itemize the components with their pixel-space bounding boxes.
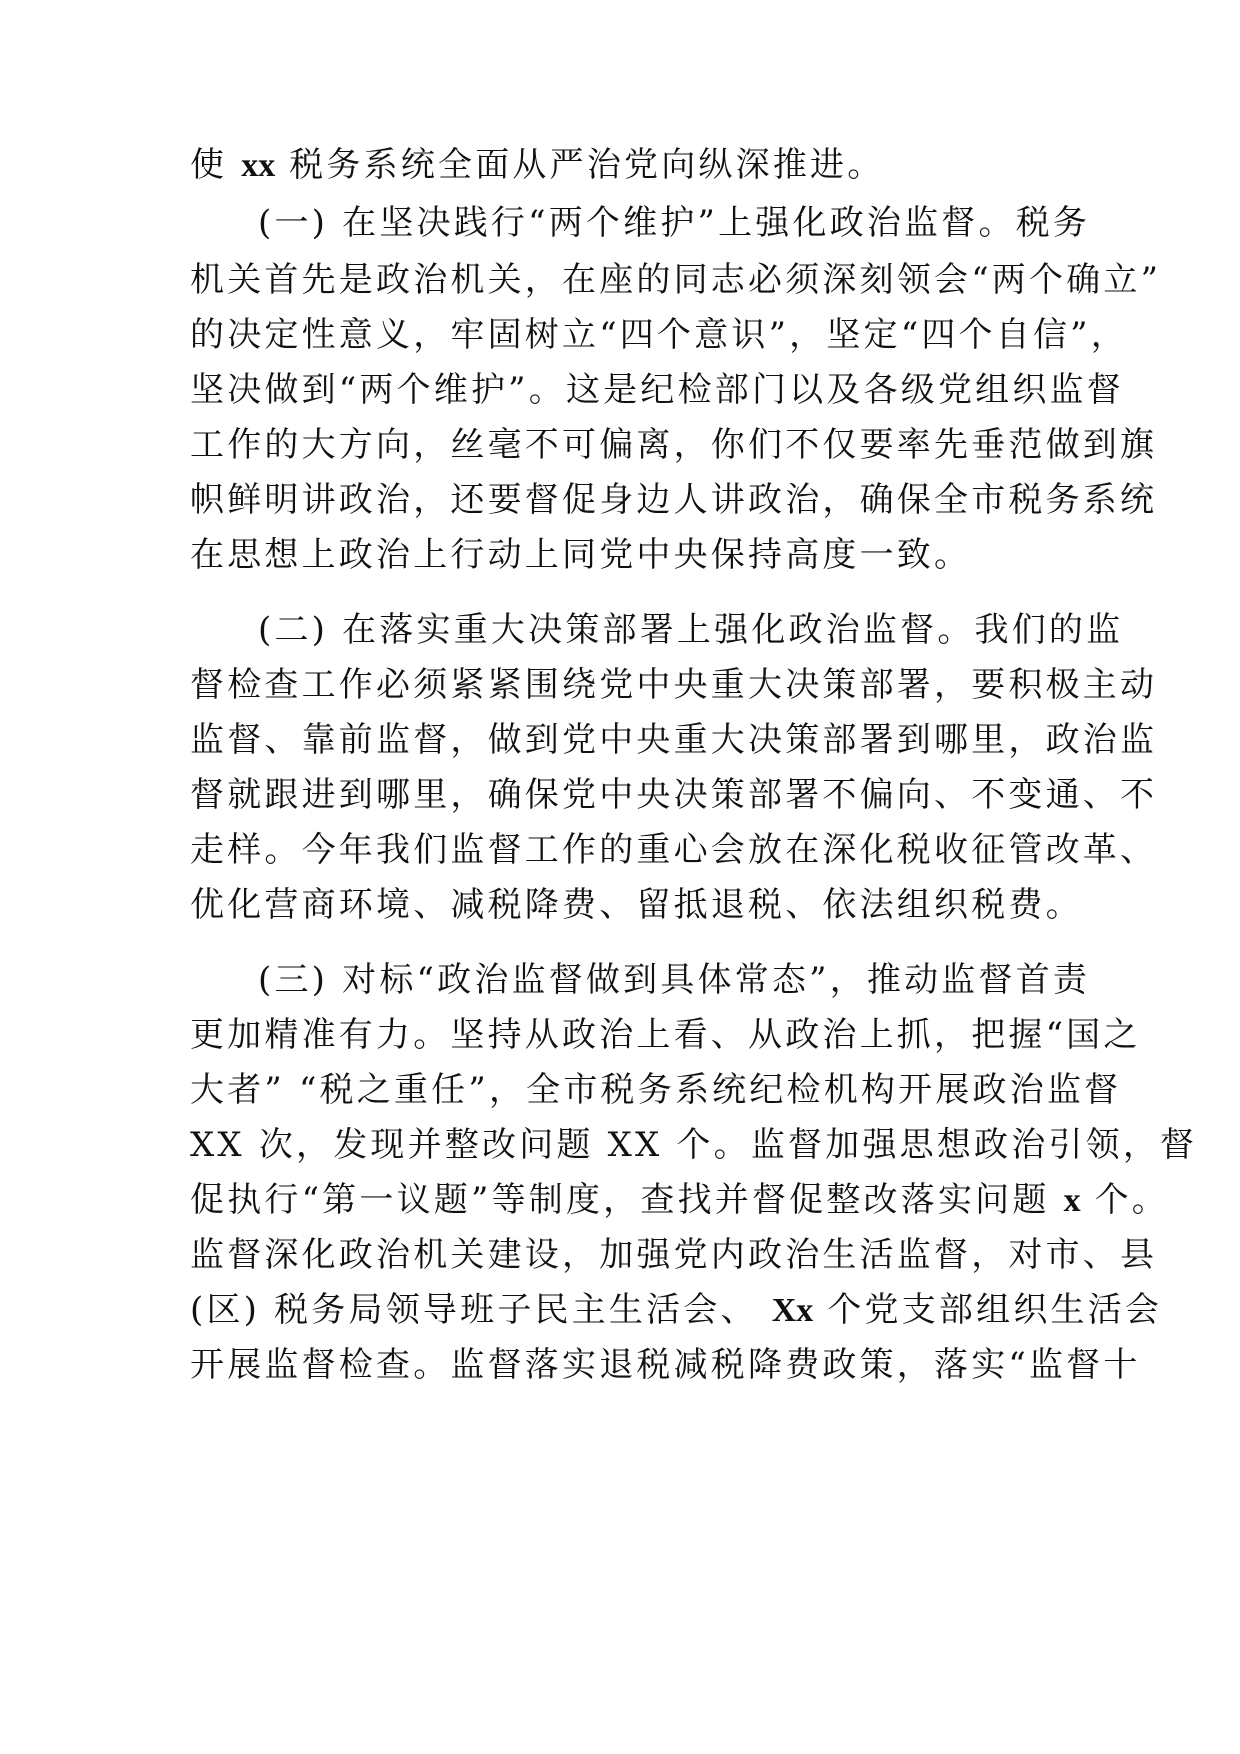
text-run: (一) 在坚决践行“两个维护”上强化政治监督。税务 (258, 203, 1091, 243)
text-run: 在思想上政治上行动上同党中央保持高度一致。 (190, 535, 972, 575)
text-run: 个。 (1080, 1180, 1169, 1220)
text-line (190, 1170, 1169, 1231)
text-line (190, 1115, 1198, 1175)
text-run: 走样。今年我们监督工作的重心会放在深化税收征管改革、 (190, 830, 1158, 870)
text-run: (三) 对标“政治监督做到具体常态”，推动监督首责 (258, 960, 1091, 1000)
text-run: (区) 税务局领导班子民主生活会、 (190, 1290, 772, 1330)
text-line (190, 1280, 1163, 1341)
text-line (258, 950, 1091, 1010)
text-run: 坚决做到“两个维护”。这是纪检部门以及各级党组织监督 (190, 370, 1124, 410)
text-run: 开展监督检查。监督落实退税减税降费政策，落实“监督十 (190, 1345, 1141, 1385)
text-run: 机关首先是政治机关，在座的同志必须深刻领会“两个确立” (190, 260, 1162, 300)
text-line (190, 1335, 1141, 1395)
text-run: 优化营商环境、减税降费、留抵退税、依法组织税费。 (190, 885, 1083, 925)
text-line (190, 710, 1158, 770)
text-line (258, 600, 1124, 660)
text-line (190, 655, 1158, 715)
text-line (190, 135, 1070, 196)
text-line (190, 875, 1083, 935)
text-run: XX 次，发现并整改问题 XX 个。监督加强思想政治引领，督 (190, 1125, 1198, 1165)
text-line (190, 360, 1124, 420)
text-run: (二) 在落实重大决策部署上强化政治监督。我们的监 (258, 610, 1124, 650)
text-run: 大者” “税之重任”，全市税务系统纪检机构开展政治监督 (190, 1070, 1122, 1110)
text-line (190, 250, 1162, 310)
text-line (190, 525, 1070, 585)
bold-placeholder: xx (241, 147, 276, 184)
text-line (190, 1060, 1122, 1120)
text-run: 监督深化政治机关建设，加强党内政治生活监督，对市、县 (190, 1235, 1158, 1275)
text-line (190, 305, 1128, 365)
bold-placeholder: x (1063, 1182, 1081, 1219)
text-run: 工作的大方向，丝毫不可偏离，你们不仅要率先垂范做到旗 (190, 425, 1158, 465)
text-line (190, 415, 1158, 475)
text-run: 促执行“第一议题”等制度，查找并督促整改落实问题 (190, 1180, 1064, 1220)
text-line (190, 765, 1158, 825)
bold-placeholder: Xx (771, 1292, 814, 1329)
text-run: 帜鲜明讲政治，还要督促身边人讲政治，确保全市税务系统 (190, 480, 1158, 520)
text-line (190, 1225, 1158, 1285)
text-line (190, 470, 1158, 530)
text-line (190, 820, 1158, 880)
text-line (258, 193, 1091, 253)
text-line (190, 1005, 1141, 1065)
text-run: 税务系统全面从严治党向纵深推进。 (275, 145, 885, 185)
text-run: 使 (190, 145, 242, 185)
text-run: 更加精准有力。坚持从政治上看、从政治上抓，把握“国之 (190, 1015, 1141, 1055)
text-run: 个党支部组织生活会 (813, 1290, 1163, 1330)
text-run: 督检查工作必须紧紧围绕党中央重大决策部署，要积极主动 (190, 665, 1158, 705)
text-run: 督就跟进到哪里，确保党中央决策部署不偏向、不变通、不 (190, 775, 1158, 815)
text-run: 监督、靠前监督，做到党中央重大决策部署到哪里，政治监 (190, 720, 1158, 760)
text-run: 的决定性意义，牢固树立“四个意识”，坚定“四个自信”， (190, 315, 1128, 355)
